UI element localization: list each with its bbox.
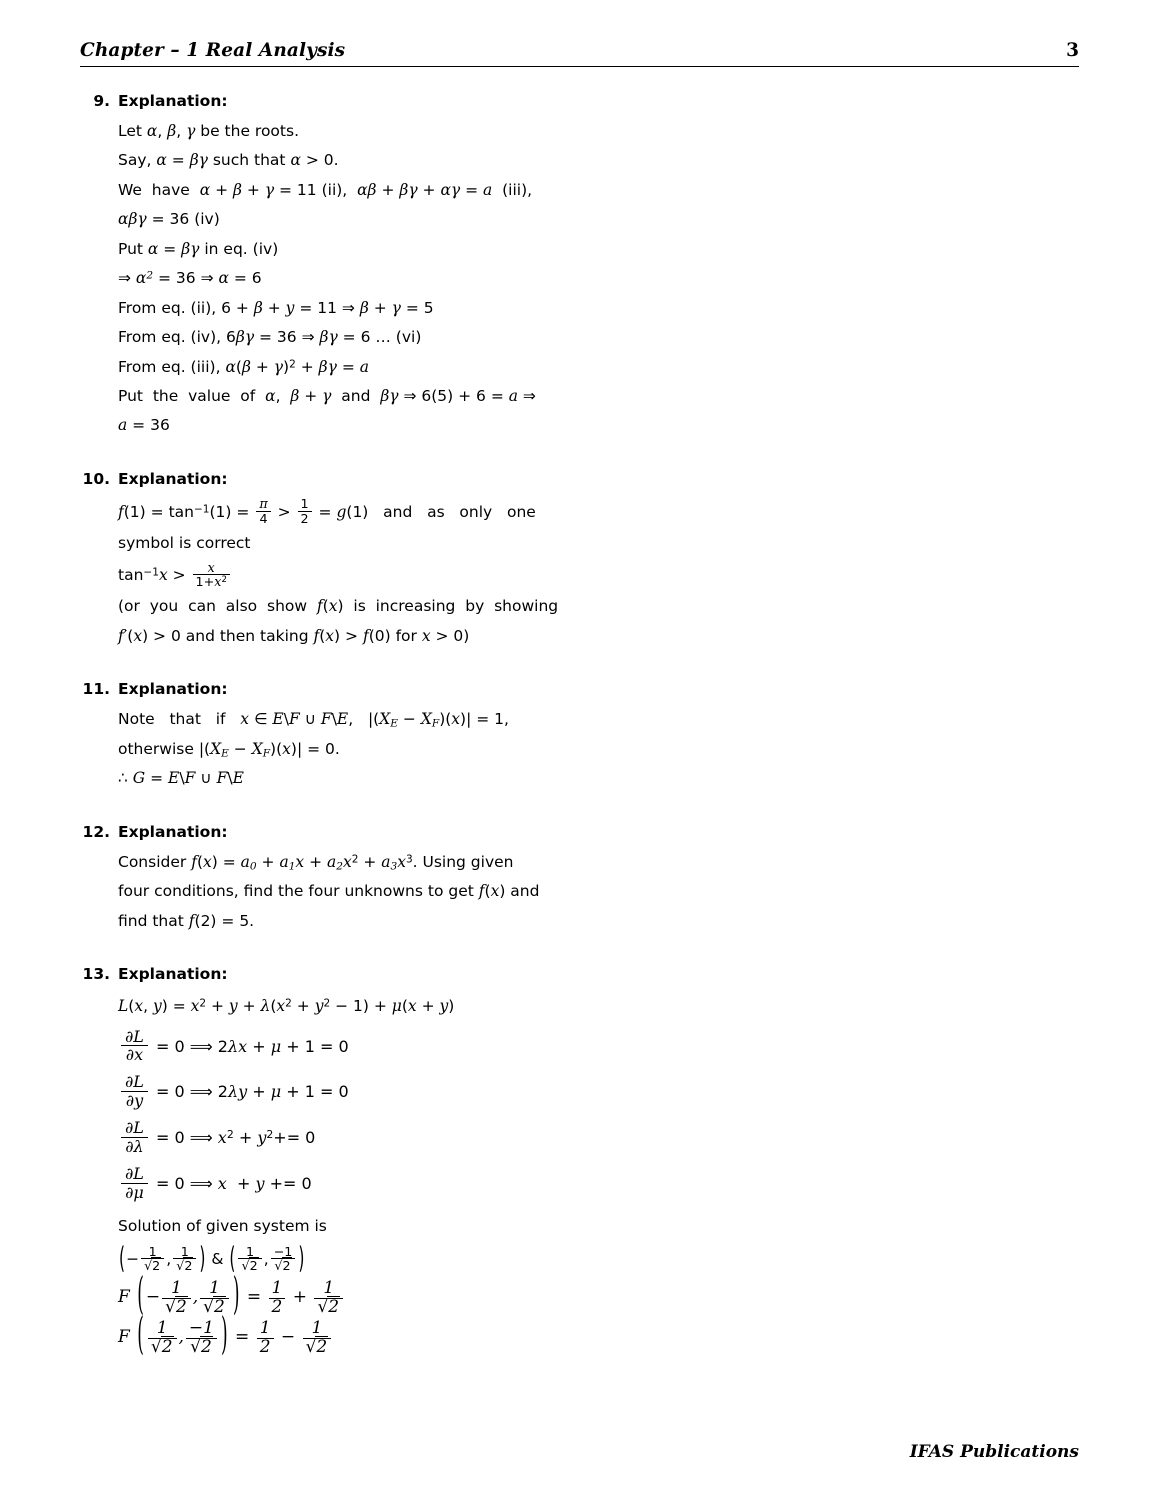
explanation-label: Explanation: [118,822,228,841]
footer-publisher: IFAS Publications [909,1442,1079,1462]
block-body [118,677,718,793]
math-line: $\frac{\partial L}{\partial y}$ = 0 ⟹ 2λy + μ + 1 = 0 [118,1073,718,1110]
explanation-block-12 [80,820,1079,936]
math-line: L(x, $y) = x^2 + y + \lambda(x^2 + y^2 - 1) + \mu(x + y)$ [118,997,455,1016]
block-body [118,962,718,1362]
block-body [118,89,718,441]
math-line: Consider $f(x) = a_0 + a_1x + a_2x^2 + a_3x^3$. Using given [118,852,514,873]
math-line: αβγ = 36 (iv) [118,210,220,229]
math-line: ⇒ $\alpha^2 = 36$ ⇒ α = 6 [118,269,262,288]
explanation-label: Explanation: [118,965,228,983]
block-number: 13. [82,965,110,983]
math-line: $\frac{\partial L}{\partial\lambda}$ = 0 ⟹ $x^2 + y^2+= 0$ [118,1119,718,1156]
math-line: f′(x) > 0 and then taking f(x) > f(0) for x > 0) [118,626,470,645]
math-line: (or you can also show f(x) is increasing by showing [118,597,559,616]
page-header [80,40,1079,67]
math-line: Let α, β, γ be the roots. [118,122,299,141]
explanation-block-13 [80,962,1079,1362]
math-line: We have α + β + γ = 11 (ii), αβ + βγ + αγ = a (iii), [118,180,533,199]
explanation-block-11 [80,677,1079,793]
math-line: $f(1) = \tan^{-1}(1)$ = $\frac{\pi}{4}$ > $\frac{1}{2}$ = g(1) and as only one [118,496,536,526]
math-line: find that f(2) = 5. [118,911,255,930]
block-number: 11. [82,680,110,699]
math-line: F ( − $\frac{1}{√2}$ , $\frac{1}{√2}$ ) = $\frac{1}{2}$ + $\frac{1}{√2}$ [118,1278,718,1318]
math-line: (− $\frac{1}{√2}$ , $\frac{1}{√2}$ ) & ( $\frac{1}{√2}$ , $\frac{-1}{√2}$ ) [119,1241,305,1276]
math-line: symbol is correct [118,533,251,552]
explanation-block-10 [80,467,1079,652]
math-line: F ( $\frac{1}{√2}$ , $\frac{-1}{√2}$ ) = $\frac{1}{2}$ − $\frac{1}{√2}$ [118,1318,718,1358]
block-number: 12. [82,822,110,841]
math-line: a = 36 [118,416,170,435]
math-line: four conditions, find the four unknowns to get f(x) and [118,882,540,901]
math-line: $\frac{\partial L}{\partial x}$ = 0 ⟹ 2λx + μ + 1 = 0 [118,1028,718,1065]
math-line: Note that if x ∈ E\F ∪ F\E, $|(X_E - X_F)(x)| = 1$, [118,710,509,730]
block-body [118,467,718,652]
math-line: From eq. (iv), 6βγ = 36 ⇒ βγ = 6 … (vi) [118,328,422,347]
page-content [80,89,1079,1362]
explanation-block-9 [80,89,1079,441]
explanation-label: Explanation: [118,469,228,488]
math-line: Say, α = βγ such that α > 0. [118,151,339,170]
math-line: otherwise $|(X_E - X_F)(x)| = 0$. [118,739,340,760]
math-line: $\tan^{-1}x$ > $\frac{x}{1+x^2}$ [118,558,718,592]
math-line: Solution of given system is [118,1216,327,1235]
block-number: 9. [93,92,110,110]
math-line: Put the value of α, β + γ and βγ ⇒ 6(5) + 6 = a ⇒ [118,386,536,405]
explanation-label: Explanation: [118,92,228,110]
math-line: From eq. (ii), 6 + β + y = 11 ⇒ β + γ = 5 [118,298,434,317]
math-line: $\frac{\partial L}{\partial\mu}$ = 0 ⟹ x + y += 0 [118,1165,718,1202]
math-line: Put α = βγ in eq. (iv) [118,239,279,258]
block-number: 10. [82,469,110,488]
explanation-label: Explanation: [118,680,228,699]
block-body [118,820,718,936]
math-line: From eq. (iii), $\alpha(\beta + \gamma)^2 + \beta\gamma = a$ [118,357,369,376]
chapter-title: Chapter – 1 Real Analysis [80,40,346,61]
math-line: ∴ G = E\F ∪ F\E [118,769,244,788]
page-number: 3 [1066,40,1079,61]
